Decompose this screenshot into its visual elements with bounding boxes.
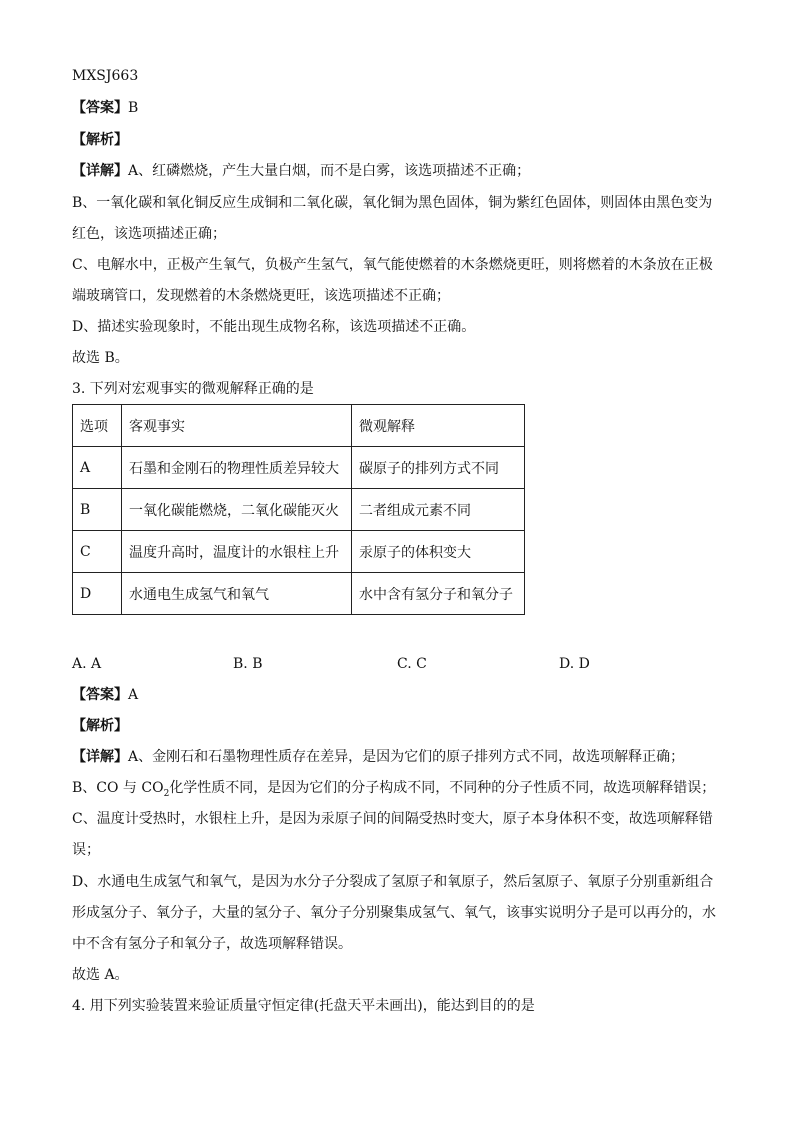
detail-text: D、水通电生成氢气和氧气，是因为水分子分裂成了氢原子和氧原子，然后氢原子、氧原子分别重新组合 [72,874,714,890]
option-c: C. C [397,656,427,672]
detail-text: 化学性质不同，是因为它们的分子构成不同，不同种的分子性质不同，故选项解释错误； [169,780,716,796]
analysis-label: 【解析】 [72,132,128,148]
detail-text: B、CO 与 CO [72,780,164,796]
answer-label: 【答案】 [72,687,128,703]
answer-label: 【答案】 [72,100,128,116]
table-header-cell: 客观事实 [122,405,352,447]
table-cell: A [73,447,122,489]
conclusion-text: 故选 B。 [72,350,129,366]
table-cell: 汞原子的体积变大 [352,531,525,573]
table-row [73,447,525,489]
detail-label: 【详解】 [72,163,128,179]
detail-text: C、电解水中，正极产生氧气，负极产生氢气，氧气能使燃着的木条燃烧更旺，则将燃着的木条放在正极 [72,257,713,273]
answer-value: A [128,687,139,703]
detail-text: A、金刚石和石墨物理性质存在差异，是因为它们的原子排列方式不同，故选项解释正确； [128,749,685,765]
analysis-label: 【解析】 [72,718,128,734]
header-code: MXSJ663 [72,68,139,84]
answer-line [72,685,138,705]
detail-text: B、一氧化碳和氧化铜反应生成铜和二氧化碳，氧化铜为黑色固体，铜为紫红色固体，则固体由黑色变为 [72,195,713,211]
table-cell: 一氧化碳能燃烧，二氧化碳能灭火 [122,489,352,531]
detail-text: A、红磷燃烧，产生大量白烟，而不是白雾，该选项描述不正确； [128,163,531,179]
table-cell: 碳原子的排列方式不同 [352,447,525,489]
detail-line [72,161,530,181]
detail-text: C、温度计受热时，水银柱上升，是因为汞原子间的间隔受热时变大，原子本身体积不变，故选项解释错 [72,811,713,827]
table-cell: 石墨和金刚石的物理性质差异较大 [122,447,352,489]
detail-text: 误； [72,842,100,858]
table-cell: 水通电生成氢气和氧气 [122,573,352,615]
table-cell: 水中含有氢分子和氧分子 [352,573,525,615]
question-stem: 4. 用下列实验装置来验证质量守恒定律(托盘天平未画出)，能达到目的的是 [72,998,535,1014]
table-cell: B [73,489,122,531]
detail-text: 端玻璃管口，发现燃着的木条燃烧更旺，该选项描述不正确； [72,288,450,304]
detail-line [72,747,684,767]
detail-line [72,778,715,804]
facts-table [72,404,525,615]
table-cell: D [73,573,122,615]
option-d: D. D [559,656,590,672]
table-cell: C [73,531,122,573]
table-cell: 温度升高时，温度计的水银柱上升 [122,531,352,573]
detail-text: 中不含有氢分子和氧分子，故选项解释错误。 [72,936,352,952]
option-b: B. B [233,656,263,672]
detail-text: D、描述实验现象时，不能出现生成物名称，该选项描述不正确。 [72,319,476,335]
answer-line [72,98,138,118]
table-cell: 二者组成元素不同 [352,489,525,531]
table-header-cell: 微观解释 [352,405,525,447]
detail-text: 形成氢分子、氧分子，大量的氢分子、氧分子分别聚集成氢气、氧气，该事实说明分子是可以再分的，水 [72,905,716,921]
table-row [73,573,525,615]
answer-value: B [128,100,139,116]
table-row [73,531,525,573]
table-header-row [73,405,525,447]
detail-text: 红色，该选项描述正确； [72,226,226,242]
table-header-cell: 选项 [73,405,122,447]
question-stem: 3. 下列对宏观事实的微观解释正确的是 [72,381,314,397]
detail-label: 【详解】 [72,749,128,765]
conclusion-text: 故选 A。 [72,967,129,983]
option-a: A. A [72,656,102,672]
subscript: 2 [163,788,170,799]
table-row [73,489,525,531]
